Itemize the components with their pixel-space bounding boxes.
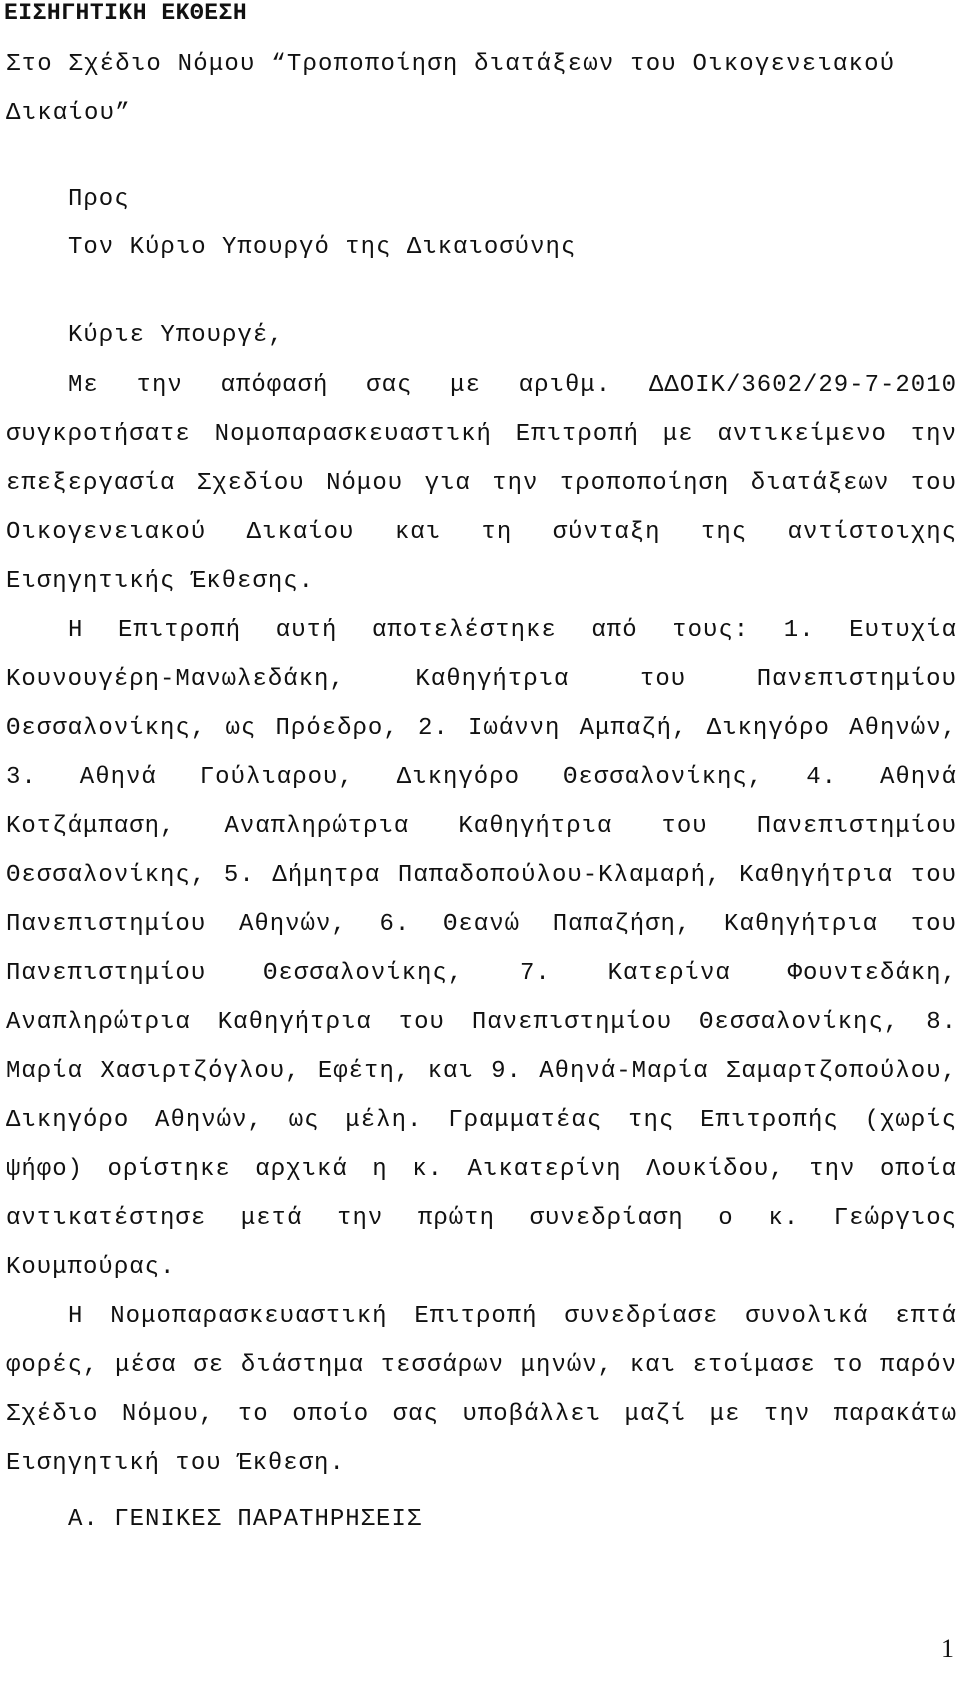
paragraph: Η Επιτροπή αυτή αποτελέστηκε από τους: 1. Ευτυχία Κουνουγέρη-Μανωλεδάκη, Καθηγήτρια του Πανεπιστημίου Θεσσαλονίκης, ως Πρόεδρο, 2. Ιωάννη Αμπαζή, Δικηγόρο Αθηνών, 3. Αθηνά Γούλιαρου, Δικηγόρο Θεσσαλονίκης, 4. Αθηνά Κοτζάμπαση, Αναπληρώτρια Καθηγήτρια του Πανεπιστημίου Θεσσαλονίκης, 5. Δήμητρα Παπαδοπούλου-Κλαμαρή, Καθηγήτρια του Πανεπιστημίου Αθηνών, 6. Θεανώ Παπαζήση, Καθηγήτρια του Πανεπιστημίου Θεσσαλονίκης, 7. Κατερίνα Φουντεδάκη, Αναπληρώτρια Καθηγήτρια του Πανεπιστημίου Θεσσαλονίκης, 8. Μαρία Χασιρτζόγλου, Εφέτη, και 9. Αθηνά-Μαρία Σαμαρτζοπούλου, Δικηγόρο Αθηνών, ως μέλη. Γραμματέας της Επιτροπής (χωρίς ψήφο) ορίστηκε αρχικά η κ. Αικατερίνη Λουκίδου, την οποία αντικατέστησε μετά την πρώτη συνεδρίαση ο κ. Γεώργιος Κουμπούρας. xyxy=(6,617,957,1281)
body-text xyxy=(6,361,957,1488)
section-heading: Α. ΓΕΝΙΚΕΣ ΠΑΡΑΤΗΡΗΣΕΙΣ xyxy=(68,1506,423,1533)
document-subtitle: Στο Σχέδιο Νόμου “Τροποποίηση διατάξεων του Οικογενειακού Δικαίου” xyxy=(6,51,896,127)
paragraph: Με την απόφασή σας με αριθμ. ΔΔΟΙΚ/3602/29-7-2010 συγκροτήσατε Νομοπαρασκευαστική Επιτροπή με αντικείμενο την επεξεργασία Σχεδίου Νόμου για την τροποποίηση διατάξεων του Οικογενειακού Δικαίου και τη σύνταξη της αντίστοιχης Εισηγητικής Έκθεσης. xyxy=(6,372,957,595)
document-title: ΕΙΣΗΓΗΤΙΚΗ ΕΚΘΕΣΗ xyxy=(4,0,248,26)
addressee-block xyxy=(68,176,576,272)
page-number: 1 xyxy=(941,1634,954,1663)
addressee-line: Προς xyxy=(68,186,130,213)
paragraph: Η Νομοπαρασκευαστική Επιτροπή συνεδρίασε συνολικά επτά φορές, μέσα σε διάστημα τεσσάρων μηνών, και ετοίμασε το παρόν Σχέδιο Νόμου, το οποίο σας υποβάλλει μαζί με την παρακάτω Εισηγητική του Έκθεση. xyxy=(6,1303,957,1477)
addressee-line: Τον Κύριο Υπουργό της Δικαιοσύνης xyxy=(68,234,577,261)
salutation: Κύριε Υπουργέ, xyxy=(68,322,284,349)
